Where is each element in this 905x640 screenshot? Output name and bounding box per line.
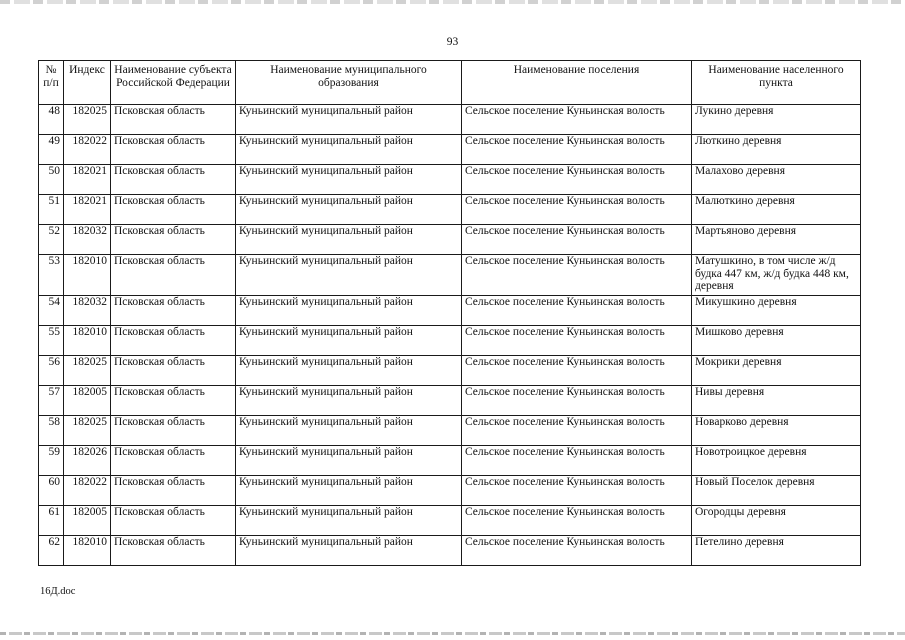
cell-locality: Микушкино деревня <box>692 296 861 326</box>
table-row <box>39 225 861 255</box>
cell-municipality: Куньинский муниципальный район <box>236 536 462 566</box>
cell-settlement: Сельское поселение Куньинская волость <box>462 255 692 296</box>
cell-settlement: Сельское поселение Куньинская волость <box>462 386 692 416</box>
cell-index: 182021 <box>64 195 111 225</box>
cell-num: 51 <box>39 195 64 225</box>
header-municipality: Наименование муниципального образования <box>236 61 462 105</box>
cell-municipality: Куньинский муниципальный район <box>236 416 462 446</box>
cell-municipality: Куньинский муниципальный район <box>236 506 462 536</box>
header-settlement: Наименование поселения <box>462 61 692 105</box>
cell-settlement: Сельское поселение Куньинская волость <box>462 536 692 566</box>
cell-num: 60 <box>39 476 64 506</box>
scan-edge-top <box>0 0 905 4</box>
cell-settlement: Сельское поселение Куньинская волость <box>462 506 692 536</box>
cell-region: Псковская область <box>111 386 236 416</box>
cell-municipality: Куньинский муниципальный район <box>236 446 462 476</box>
cell-settlement: Сельское поселение Куньинская волость <box>462 326 692 356</box>
cell-index: 182010 <box>64 536 111 566</box>
cell-locality: Мишково деревня <box>692 326 861 356</box>
cell-region: Псковская область <box>111 105 236 135</box>
cell-municipality: Куньинский муниципальный район <box>236 356 462 386</box>
cell-region: Псковская область <box>111 326 236 356</box>
cell-settlement: Сельское поселение Куньинская волость <box>462 446 692 476</box>
scan-edge-bottom <box>0 632 905 635</box>
cell-region: Псковская область <box>111 506 236 536</box>
cell-locality: Матушкино, в том числе ж/д будка 447 км, ж/д будка 448 км, деревня <box>692 255 861 296</box>
cell-municipality: Куньинский муниципальный район <box>236 386 462 416</box>
table-row <box>39 135 861 165</box>
cell-region: Псковская область <box>111 476 236 506</box>
cell-settlement: Сельское поселение Куньинская волость <box>462 416 692 446</box>
cell-region: Псковская область <box>111 255 236 296</box>
cell-locality: Мокрики деревня <box>692 356 861 386</box>
table-row <box>39 356 861 386</box>
cell-locality: Лукино деревня <box>692 105 861 135</box>
cell-index: 182005 <box>64 386 111 416</box>
cell-index: 182021 <box>64 165 111 195</box>
table-body <box>39 105 861 566</box>
table-row <box>39 386 861 416</box>
table-header-row <box>39 61 861 105</box>
cell-municipality: Куньинский муниципальный район <box>236 255 462 296</box>
cell-index: 182032 <box>64 225 111 255</box>
cell-municipality: Куньинский муниципальный район <box>236 195 462 225</box>
cell-region: Псковская область <box>111 225 236 255</box>
cell-locality: Новарково деревня <box>692 416 861 446</box>
cell-municipality: Куньинский муниципальный район <box>236 165 462 195</box>
cell-index: 182025 <box>64 356 111 386</box>
table-row <box>39 476 861 506</box>
cell-region: Псковская область <box>111 296 236 326</box>
cell-settlement: Сельское поселение Куньинская волость <box>462 296 692 326</box>
cell-num: 62 <box>39 536 64 566</box>
cell-settlement: Сельское поселение Куньинская волость <box>462 476 692 506</box>
footer-file-name: 16Д.doc <box>40 586 76 597</box>
cell-num: 61 <box>39 506 64 536</box>
cell-region: Псковская область <box>111 446 236 476</box>
cell-region: Псковская область <box>111 536 236 566</box>
table-row <box>39 165 861 195</box>
cell-municipality: Куньинский муниципальный район <box>236 135 462 165</box>
cell-num: 57 <box>39 386 64 416</box>
cell-settlement: Сельское поселение Куньинская волость <box>462 105 692 135</box>
cell-index: 182026 <box>64 446 111 476</box>
page-number: 93 <box>446 36 459 48</box>
cell-region: Псковская область <box>111 195 236 225</box>
cell-municipality: Куньинский муниципальный район <box>236 225 462 255</box>
cell-municipality: Куньинский муниципальный район <box>236 476 462 506</box>
table-row <box>39 446 861 476</box>
cell-index: 182025 <box>64 105 111 135</box>
cell-municipality: Куньинский муниципальный район <box>236 326 462 356</box>
cell-locality: Люткино деревня <box>692 135 861 165</box>
cell-locality: Мартьяново деревня <box>692 225 861 255</box>
cell-locality: Новый Поселок деревня <box>692 476 861 506</box>
cell-settlement: Сельское поселение Куньинская волость <box>462 225 692 255</box>
table-row <box>39 326 861 356</box>
table-row <box>39 296 861 326</box>
cell-num: 53 <box>39 255 64 296</box>
cell-region: Псковская область <box>111 416 236 446</box>
cell-locality: Огородцы деревня <box>692 506 861 536</box>
table-row <box>39 105 861 135</box>
header-region: Наименование субъекта Российской Федерации <box>111 61 236 105</box>
cell-index: 182022 <box>64 476 111 506</box>
cell-locality: Петелино деревня <box>692 536 861 566</box>
cell-settlement: Сельское поселение Куньинская волость <box>462 165 692 195</box>
table-row <box>39 506 861 536</box>
cell-num: 56 <box>39 356 64 386</box>
table-row <box>39 416 861 446</box>
cell-region: Псковская область <box>111 135 236 165</box>
settlements-table <box>38 60 861 566</box>
header-num: № п/п <box>39 61 64 105</box>
cell-index: 182022 <box>64 135 111 165</box>
cell-municipality: Куньинский муниципальный район <box>236 296 462 326</box>
cell-locality: Нивы деревня <box>692 386 861 416</box>
table-row <box>39 195 861 225</box>
cell-locality: Новотроицкое деревня <box>692 446 861 476</box>
header-locality: Наименование населенного пункта <box>692 61 861 105</box>
cell-municipality: Куньинский муниципальный район <box>236 105 462 135</box>
cell-index: 182010 <box>64 255 111 296</box>
cell-index: 182032 <box>64 296 111 326</box>
cell-num: 59 <box>39 446 64 476</box>
cell-index: 182005 <box>64 506 111 536</box>
table-row <box>39 255 861 296</box>
cell-num: 48 <box>39 105 64 135</box>
cell-num: 50 <box>39 165 64 195</box>
table-row <box>39 536 861 566</box>
cell-num: 55 <box>39 326 64 356</box>
cell-locality: Малахово деревня <box>692 165 861 195</box>
cell-num: 52 <box>39 225 64 255</box>
cell-num: 54 <box>39 296 64 326</box>
header-index: Индекс <box>64 61 111 105</box>
cell-locality: Малюткино деревня <box>692 195 861 225</box>
cell-num: 49 <box>39 135 64 165</box>
cell-num: 58 <box>39 416 64 446</box>
cell-settlement: Сельское поселение Куньинская волость <box>462 135 692 165</box>
cell-settlement: Сельское поселение Куньинская волость <box>462 195 692 225</box>
cell-settlement: Сельское поселение Куньинская волость <box>462 356 692 386</box>
cell-region: Псковская область <box>111 356 236 386</box>
cell-index: 182010 <box>64 326 111 356</box>
cell-region: Псковская область <box>111 165 236 195</box>
cell-index: 182025 <box>64 416 111 446</box>
